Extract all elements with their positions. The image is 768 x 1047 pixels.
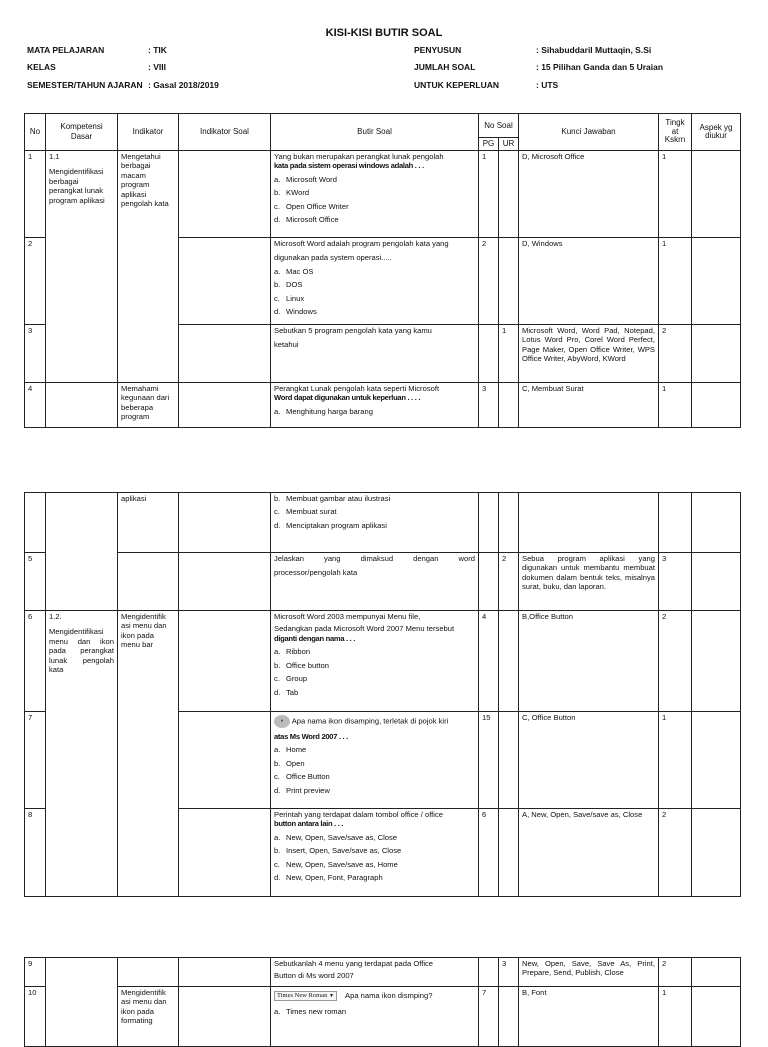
pg-number: 7	[479, 987, 499, 1047]
meta-mapel-value: : TIK	[148, 45, 167, 55]
aspect	[692, 325, 741, 383]
font-dropdown-image: Times New Roman ▼	[274, 991, 337, 1001]
indikator-soal-cell	[179, 611, 271, 712]
question-stem: Microsoft Word adalah program pengolah kata yang	[274, 239, 449, 248]
difficulty: 1	[659, 238, 692, 325]
ur-number	[499, 611, 519, 712]
header-no: No	[25, 114, 46, 151]
row-number: 6	[25, 611, 46, 712]
aspect	[692, 712, 741, 809]
aspect	[692, 493, 741, 553]
option-d: d. Print preview	[274, 785, 330, 795]
question-stem-cont: kata pada sistem operasi windows adalah . . .	[274, 161, 424, 171]
butir-soal-cell	[271, 493, 479, 553]
pg-number: 2	[479, 238, 499, 325]
header-pg: PG	[479, 138, 499, 151]
question-stem: Perintah yang terdapat dalam tombol office / office	[274, 810, 443, 819]
option-c: c. Open Office Writer	[274, 201, 349, 211]
kd-number: 1.1	[49, 152, 60, 161]
butir-soal-cell	[271, 611, 479, 712]
option-b: b. DOS	[274, 280, 303, 290]
answer-key: D, Windows	[519, 238, 659, 325]
meta-mapel-label: MATA PELAJARAN	[27, 45, 105, 55]
difficulty: 2	[659, 809, 692, 897]
meta-keperluan-value: : UTS	[536, 80, 559, 90]
difficulty: 3	[659, 553, 692, 611]
question-stem-cont: digunakan pada system operasi.....	[274, 253, 392, 263]
indikator-cell: Memahami kegunaan dari beberapa program	[118, 383, 179, 428]
header-kompetensi-dasar: Kompetensi Dasar	[46, 114, 118, 151]
row-number: 4	[25, 383, 46, 428]
aspect	[692, 958, 741, 987]
aspect	[692, 809, 741, 897]
difficulty	[659, 493, 692, 553]
ur-number: 1	[499, 325, 519, 383]
table-row	[25, 611, 741, 712]
answer-key: Microsoft Word, Word Pad, Notepad, Lotus Word Pro, Corel Word Perfect, Page Maker, Open Office Writer, WPS Office Writer, AbyWord, KWord	[519, 325, 659, 383]
meta-semester-value: : Gasal 2018/2019	[148, 80, 219, 90]
question-stem: Sebutkan 5 program pengolah kata yang kamu	[274, 326, 432, 335]
butir-soal-cell	[271, 238, 479, 325]
question-stem: Apa nama ikon disamping, terletak di pojok kiri	[291, 716, 449, 726]
answer-key: Sebua program aplikasi yang digunakan untuk membantu membuat dokumen dalam bentuk teks, misalnya surat, buku, dan laporan.	[519, 553, 659, 611]
option-b: b. Open	[274, 758, 305, 768]
table-row	[25, 987, 741, 1047]
indikator-cell	[118, 958, 179, 987]
ur-number	[499, 987, 519, 1047]
header-indikator-soal: Indikator Soal	[179, 114, 271, 151]
meta-semester-label: SEMESTER/TAHUN AJARAN	[27, 80, 143, 90]
indikator-soal-cell	[179, 151, 271, 238]
pg-number: 4	[479, 611, 499, 712]
row-number: 1	[25, 151, 46, 238]
row-number: 10	[25, 987, 46, 1047]
difficulty: 2	[659, 611, 692, 712]
option-c: c. New, Open, Save/save as, Home	[274, 859, 398, 869]
row-number: 9	[25, 958, 46, 987]
indikator-cell	[118, 553, 179, 611]
butir-soal-cell	[271, 151, 479, 238]
aspect	[692, 611, 741, 712]
kd-text: Mengidentifikasi berbagai perangkat lunak program aplikasi	[49, 167, 105, 205]
meta-penyusun-value: : Sihabuddaril Muttaqin, S.Si	[536, 45, 652, 55]
indikator-cell: aplikasi	[118, 493, 179, 553]
option-a: a. New, Open, Save/save as, Close	[274, 832, 398, 842]
meta-jumlah-value: : 15 Pilihan Ganda dan 5 Uraian	[536, 62, 664, 72]
aspect	[692, 383, 741, 428]
ur-number	[499, 151, 519, 238]
difficulty: 2	[659, 325, 692, 383]
indikator-soal-cell	[179, 809, 271, 897]
answer-key: C, Office Button	[519, 712, 659, 809]
question-stem: Sebutkanlah 4 menu yang terdapat pada Office	[274, 959, 434, 968]
indikator-soal-cell	[179, 987, 271, 1047]
aspect	[692, 238, 741, 325]
indikator-cell: Mengidentifik asi menu dan ikon pada formating	[118, 987, 179, 1047]
question-stem: Apa nama ikon dismping?	[345, 991, 433, 1001]
option-a: a. Microsoft Word	[274, 174, 337, 184]
difficulty: 1	[659, 383, 692, 428]
option-d: d. Microsoft Office	[274, 215, 339, 225]
meta-kelas-label: KELAS	[27, 62, 56, 72]
aspect	[692, 553, 741, 611]
question-stem-cont: ketahui	[274, 340, 299, 350]
question-stem-cont: Button di Ms word 2007	[274, 971, 354, 981]
pg-number	[479, 958, 499, 987]
option-d: d. Menciptakan program aplikasi	[274, 520, 387, 530]
option-b: b. Office button	[274, 660, 329, 670]
option-a: a. Mac OS	[274, 266, 314, 276]
row-number	[25, 493, 46, 553]
chevron-down-icon: ▼	[328, 994, 334, 999]
header-kunci-jawaban: Kunci Jawaban	[519, 114, 659, 151]
question-stem-cont: processor/pengolah kata	[274, 568, 358, 578]
question-stem: Jelaskan yang dimaksud dengan word	[274, 554, 475, 563]
indikator-soal-cell	[179, 553, 271, 611]
question-stem: Microsoft Word 2003 mempunyai Menu file,	[274, 612, 421, 621]
answer-key: B,Office Button	[519, 611, 659, 712]
header-indikator: Indikator	[118, 114, 179, 151]
kompetensi-dasar-cell	[46, 383, 118, 428]
option-b: b. Insert, Open, Save/save as, Close	[274, 846, 402, 856]
header-butir-soal: Butir Soal	[271, 114, 479, 151]
table-row	[25, 151, 741, 238]
office-button-icon: ●	[274, 715, 290, 728]
table-row	[25, 493, 741, 553]
header-ur: UR	[499, 138, 519, 151]
kisi-table-page-2	[24, 492, 741, 897]
indikator-soal-cell	[179, 712, 271, 809]
row-number: 5	[25, 553, 46, 611]
butir-soal-cell	[271, 553, 479, 611]
answer-key: New, Open, Save, Save As, Print, Prepare, Send, Publish, Close	[519, 958, 659, 987]
indikator-soal-cell	[179, 383, 271, 428]
option-d: d. Windows	[274, 307, 317, 317]
difficulty: 1	[659, 712, 692, 809]
meta-keperluan-label: UNTUK KEPERLUAN	[414, 80, 499, 90]
pg-number	[479, 325, 499, 383]
ur-number	[499, 383, 519, 428]
table-row	[25, 383, 741, 428]
ur-number: 2	[499, 553, 519, 611]
difficulty: 2	[659, 958, 692, 987]
question-stem-cont: Word dapat digunakan untuk keperluan . . . .	[274, 393, 421, 403]
pg-number: 1	[479, 151, 499, 238]
option-a: a. Home	[274, 745, 307, 755]
ur-number	[499, 493, 519, 553]
row-number: 8	[25, 809, 46, 897]
question-stem-line	[274, 715, 475, 728]
indikator-cell: Mengidentifik asi menu dan ikon pada menu bar	[118, 611, 179, 897]
ur-number	[499, 712, 519, 809]
ur-number	[499, 809, 519, 897]
kisi-table-page-1	[24, 113, 741, 428]
indikator-soal-cell	[179, 238, 271, 325]
kompetensi-dasar-cell	[46, 493, 118, 611]
indikator-cell: Mengetahui berbagai macam program aplikasi pengolah kata	[118, 151, 179, 383]
pg-number: 15	[479, 712, 499, 809]
kd-text: Mengidentifikasi menu dan ikon pada perangkat lunak pengolah kata	[49, 627, 114, 675]
butir-soal-cell	[271, 383, 479, 428]
option-d: d. New, Open, Font, Paragraph	[274, 873, 383, 883]
difficulty: 1	[659, 151, 692, 238]
option-a: a. Times new roman	[274, 1007, 347, 1017]
answer-key: B, Font	[519, 987, 659, 1047]
butir-soal-cell	[271, 712, 479, 809]
row-number: 7	[25, 712, 46, 809]
question-stem-line	[274, 991, 475, 1001]
butir-soal-cell	[271, 325, 479, 383]
option-a: a. Ribbon	[274, 647, 311, 657]
pg-number: 3	[479, 383, 499, 428]
question-stem: Perangkat Lunak pengolah kata seperti Microsoft	[274, 384, 440, 393]
header-tingkat-kesukaran: Tingk at Kskrn	[659, 114, 692, 151]
question-stem-cont-2: diganti dengan nama . . .	[274, 633, 356, 643]
option-d: d. Tab	[274, 687, 299, 697]
pg-number: 6	[479, 809, 499, 897]
option-c: c. Membuat surat	[274, 507, 337, 517]
meta-penyusun-label: PENYUSUN	[414, 45, 462, 55]
option-c: c. Group	[274, 674, 308, 684]
question-stem-cont: atas Ms Word 2007 . . .	[274, 732, 348, 741]
kompetensi-dasar-cell	[46, 958, 118, 1047]
indikator-soal-cell	[179, 958, 271, 987]
option-c: c. Linux	[274, 293, 305, 303]
kd-number: 1.2.	[49, 612, 62, 621]
option-a: a. Menghitung harga barang	[274, 406, 373, 416]
answer-key: D, Microsoft Office	[519, 151, 659, 238]
table-row	[25, 553, 741, 611]
kisi-table-page-3	[24, 957, 741, 1047]
row-number: 3	[25, 325, 46, 383]
answer-key	[519, 493, 659, 553]
butir-soal-cell	[271, 958, 479, 987]
option-b: b. Membuat gambar atau ilustrasi	[274, 494, 391, 503]
aspect	[692, 987, 741, 1047]
pg-number	[479, 493, 499, 553]
header-aspek: Aspek yg diukur	[692, 114, 741, 151]
indikator-soal-cell	[179, 325, 271, 383]
row-number: 2	[25, 238, 46, 325]
table-row	[25, 958, 741, 987]
answer-key: C, Membuat Surat	[519, 383, 659, 428]
question-stem-cont: button antara lain . . .	[274, 819, 344, 829]
ur-number: 3	[499, 958, 519, 987]
document-title: KISI-KISI BUTIR SOAL	[325, 27, 443, 39]
kompetensi-dasar-cell	[46, 611, 118, 897]
indikator-soal-cell	[179, 493, 271, 553]
ur-number	[499, 238, 519, 325]
option-c: c. Office Button	[274, 772, 330, 782]
kompetensi-dasar-cell	[46, 151, 118, 383]
difficulty: 1	[659, 987, 692, 1047]
meta-kelas-value: : VIII	[148, 62, 166, 72]
answer-key: A, New, Open, Save/save as, Close	[519, 809, 659, 897]
butir-soal-cell	[271, 987, 479, 1047]
butir-soal-cell	[271, 809, 479, 897]
header-no-soal: No Soal	[479, 114, 519, 138]
aspect	[692, 151, 741, 238]
pg-number	[479, 553, 499, 611]
meta-jumlah-label: JUMLAH SOAL	[414, 62, 476, 72]
question-stem: Yang bukan merupakan perangkat lunak pengolah	[274, 152, 444, 161]
option-b: b. KWord	[274, 188, 310, 198]
question-stem-cont: Sedangkan pada Microsoft Word 2007 Menu tersebut	[274, 624, 455, 634]
